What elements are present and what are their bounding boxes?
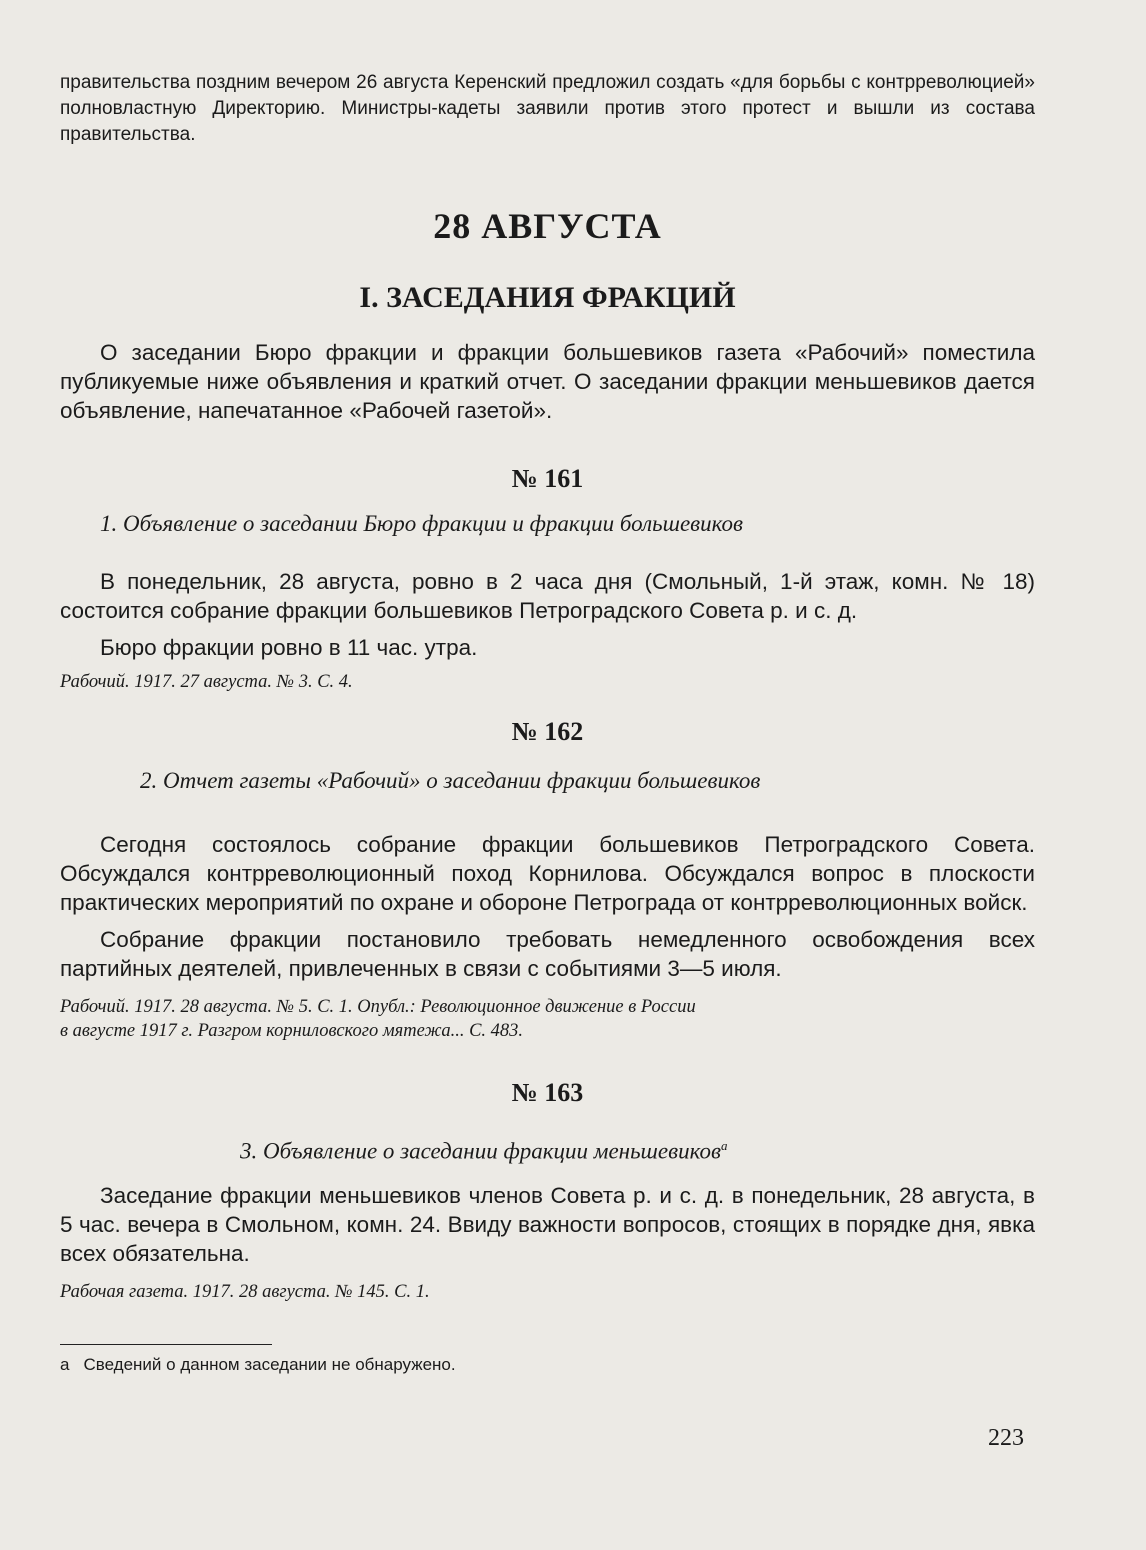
document-number: № 163 bbox=[511, 1078, 584, 1107]
document-source: Рабочий. 1917. 27 августа. № 3. С. 4. bbox=[60, 672, 353, 692]
document-source: в августе 1917 г. Разгром корниловского мятежа... С. 483. bbox=[60, 1021, 524, 1041]
page-content bbox=[60, 70, 1035, 1377]
footnote-divider bbox=[60, 1344, 272, 1345]
document-162 bbox=[60, 716, 1035, 1043]
document-161 bbox=[60, 463, 1035, 694]
document-paragraph: Бюро фракции ровно в 11 час. утра. bbox=[100, 635, 478, 660]
intro-paragraph: правительства поздним вечером 26 августа Керенский предложил создать «для борьбы с контрреволюцией» полновластную Директорию. Министры-кадеты заявили против этого протест и вышли из состава правительства. bbox=[60, 72, 1035, 145]
document-number: № 161 bbox=[511, 464, 584, 493]
document-paragraph: В понедельник, 28 августа, ровно в 2 часа дня (Смольный, 1-й этаж, комн. № 18) состоится собрание фракции большевиков Петроградского Совета р. и с. д. bbox=[60, 569, 1035, 623]
document-paragraph: Заседание фракции меньшевиков членов Совета р. и с. д. в понедельник, 28 августа, в 5 час. вечера в Смольном, комн. 24. Ввиду важности вопросов, стоящих в порядке дня, явка всех обязательна. bbox=[60, 1182, 1035, 1266]
footnote-text: Сведений о данном заседании не обнаружено. bbox=[83, 1354, 456, 1374]
document-source: Рабочая газета. 1917. 28 августа. № 145. С. 1. bbox=[60, 1281, 430, 1302]
document-163 bbox=[60, 1077, 1035, 1304]
footnote bbox=[60, 1353, 1035, 1377]
document-number: № 162 bbox=[511, 717, 584, 746]
document-heading bbox=[240, 1131, 1035, 1167]
page-number: 223 bbox=[988, 1425, 1024, 1451]
footnote-reference: а bbox=[720, 1138, 728, 1153]
document-paragraph: Собрание фракции постановило требовать немедленного освобождения всех партийных деятелей, привлеченных в связи с событиями 3—5 июля. bbox=[60, 927, 1035, 981]
section-intro: О заседании Бюро фракции и фракции большевиков газета «Рабочий» поместила публикуемые ниже объявления и краткий отчет. О заседании фракции меньшевиков дается объявление, напечатанное «Рабочей газетой». bbox=[60, 340, 1035, 423]
section-title: I. ЗАСЕДАНИЯ ФРАКЦИЙ bbox=[359, 281, 736, 314]
document-source: Рабочий. 1917. 28 августа. № 5. С. 1. Опубл.: Революционное движение в России bbox=[60, 997, 696, 1017]
footnote-mark: а bbox=[60, 1354, 70, 1374]
document-heading: 1. Объявление о заседании Бюро фракции и фракции большевиков bbox=[100, 511, 744, 536]
heading-text: 3. Объявление о заседании фракции меньшевиков bbox=[240, 1138, 721, 1164]
document-heading: 2. Отчет газеты «Рабочий» о заседании фракции большевиков bbox=[140, 768, 761, 793]
date-title: 28 АВГУСТА bbox=[433, 206, 662, 246]
document-paragraph: Сегодня состоялось собрание фракции большевиков Петроградского Совета. Обсуждался контрреволюционный поход Корнилова. Обсуждался вопрос в плоскости практических мероприятий по охране и обороне Петрограда от контрреволюционных войск. bbox=[60, 832, 1035, 915]
